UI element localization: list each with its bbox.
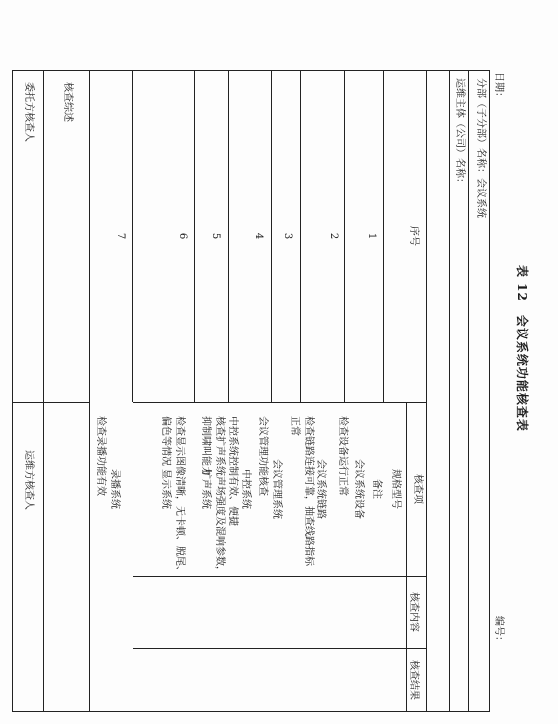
row-5-content-line-1: 核查扩声系统声场强度及混响参数， xyxy=(214,416,225,576)
header-seq: 序号 xyxy=(408,226,419,246)
rule xyxy=(468,70,469,712)
operator-signer-label: 运维方核查人 xyxy=(23,450,34,510)
row-1-seq: 1 xyxy=(366,232,377,240)
header-item: 核查项 xyxy=(412,474,423,504)
header-content: 核查内容 xyxy=(408,592,419,632)
row-2-content-line-2: 正常 xyxy=(289,416,300,436)
rule xyxy=(271,70,272,402)
rule xyxy=(43,70,44,712)
client-signer-label: 委托方核查人 xyxy=(23,82,34,142)
row-2-content-line-1: 检查链路连接可靠，抽查线路指标 xyxy=(303,416,314,566)
rule xyxy=(133,648,427,649)
rule xyxy=(344,70,345,402)
row-7-content: 检查录播功能有效 xyxy=(95,416,106,496)
rule xyxy=(449,70,450,712)
number-label: 编号： xyxy=(493,616,504,646)
row-7-seq: 7 xyxy=(115,232,126,240)
date-label: 日期： xyxy=(493,72,504,102)
summary-label: 核查综述 xyxy=(62,82,73,122)
row-3-content: 会议管理功能核查 xyxy=(257,416,268,496)
rule xyxy=(194,70,195,402)
rule xyxy=(383,70,384,402)
header-model: 规格型号 xyxy=(390,469,401,509)
row-6-content-line-1: 检查显示图像清晰，无卡顿、脱尾、 xyxy=(174,416,185,576)
row-1-content: 检查设备运行正常 xyxy=(337,416,348,496)
row-4-item: 中控系统 xyxy=(240,469,251,509)
row-3-seq: 3 xyxy=(282,232,293,240)
row-1-item: 会议系统设备 xyxy=(353,459,364,519)
rule xyxy=(133,576,427,577)
form-title: 表 12 会议系统功能核查表 xyxy=(515,265,529,432)
row-6-content-line-2: 偏色等情况 xyxy=(160,416,171,466)
branch-name-label: 分部（子分部）名称：会议系统 xyxy=(475,78,486,218)
row-2-item: 会议系统链路 xyxy=(315,459,326,519)
row-4-seq: 4 xyxy=(253,232,264,240)
row-7-item: 录播系统 xyxy=(109,469,120,509)
rule xyxy=(426,70,427,712)
operator-name-label: 运维主体（公司）名称： xyxy=(454,78,465,188)
row-2-seq: 2 xyxy=(328,232,339,240)
rule xyxy=(132,70,133,402)
header-result: 核查结果 xyxy=(408,660,419,700)
row-6-item: 显示系统 xyxy=(160,469,171,509)
row-3-item: 会议管理系统 xyxy=(271,459,282,519)
header-remark: 备注 xyxy=(371,479,382,499)
row-5-content-line-2: 抑制啸叫能力 xyxy=(200,416,211,476)
row-5-item: 扩声系统 xyxy=(200,469,211,509)
row-5-seq: 5 xyxy=(210,232,221,240)
rule xyxy=(12,402,90,403)
rule xyxy=(300,70,301,402)
row-6-seq: 6 xyxy=(177,232,188,240)
row-4-content: 中控系统控制有效、便捷 xyxy=(227,416,238,526)
rule xyxy=(89,70,90,712)
rule xyxy=(228,70,229,402)
